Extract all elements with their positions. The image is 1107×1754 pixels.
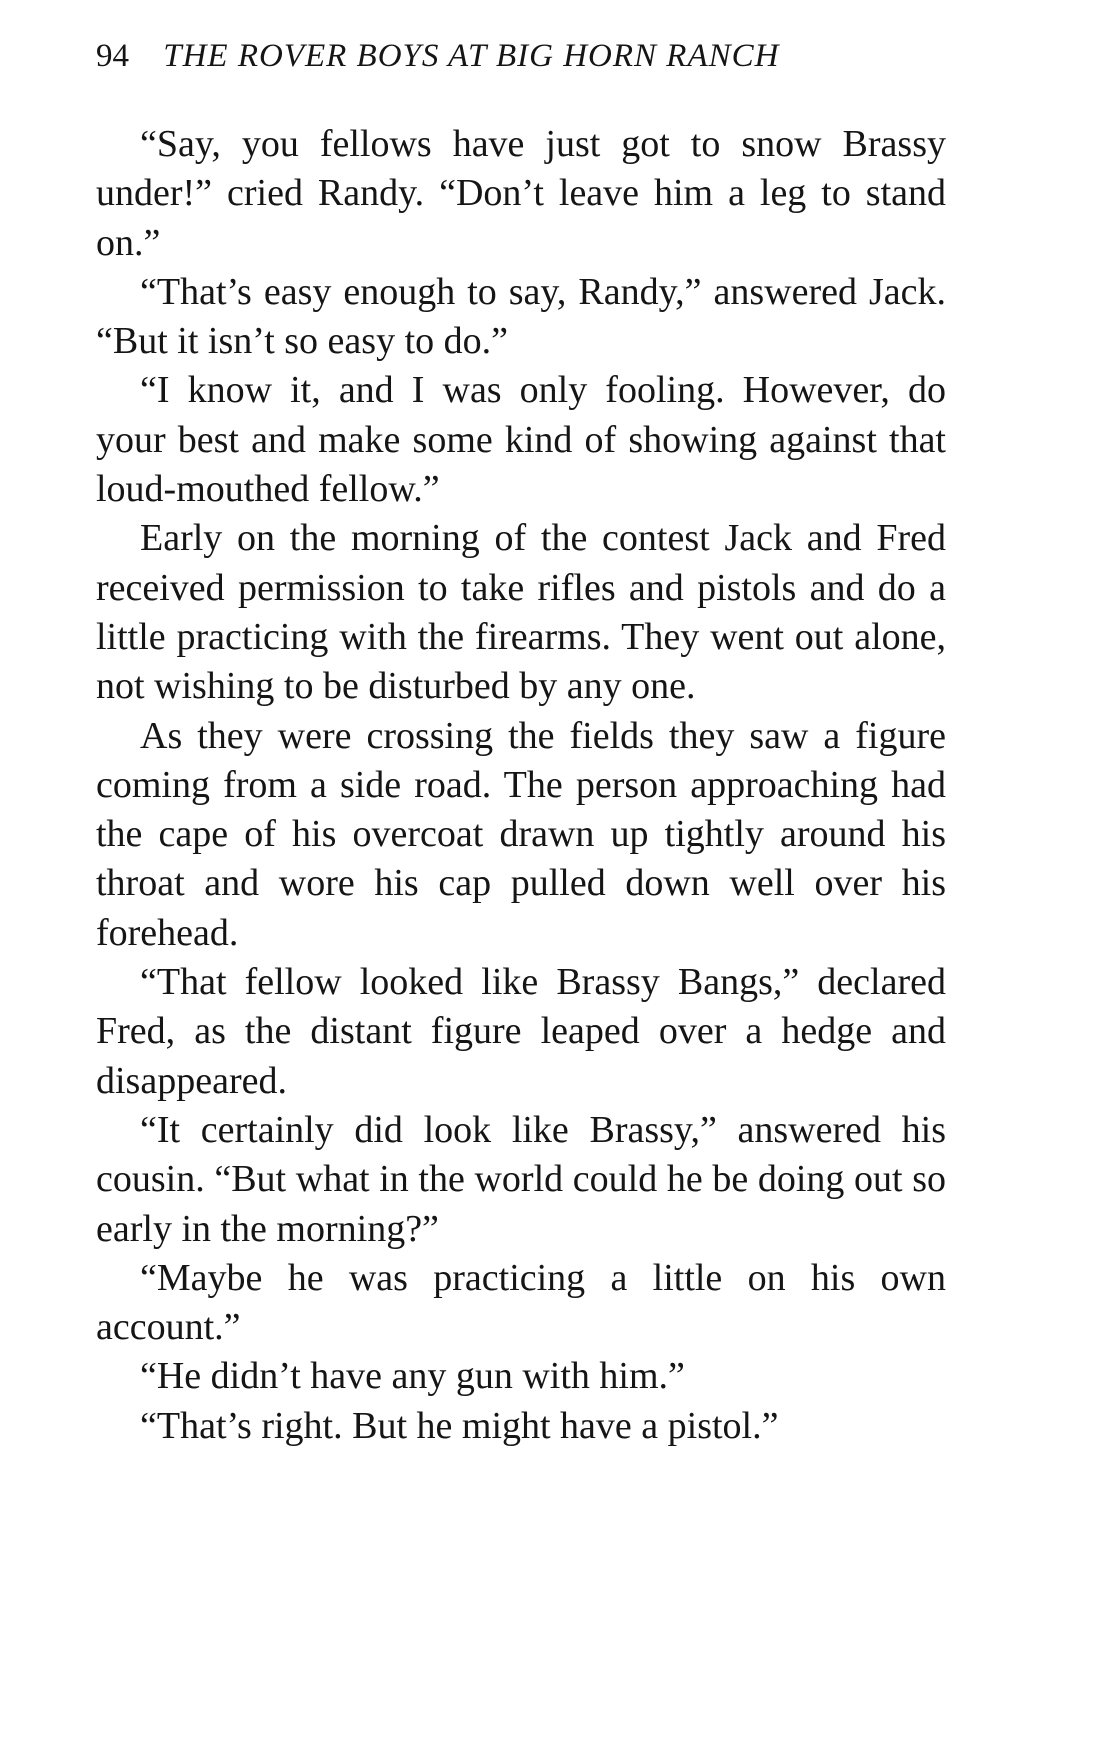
paragraph: “That’s right. But he might have a pistol.” — [140, 1404, 779, 1447]
paragraph: Early on the morning of the contest Jack and Fred received permission to take rifles and pistols and do a little practicing with the firearms. They went out alone, not wishing to be disturbed by any one. — [96, 517, 946, 708]
paragraph: As they were crossing the fields they saw a figure coming from a side road. The person approaching had the cape of his overcoat drawn up tightly around his throat and wore his cap pulled down well over his forehead. — [96, 714, 946, 954]
paragraph: “That’s easy enough to say, Randy,” answered Jack. “But it isn’t so easy to do.” — [96, 270, 946, 363]
paragraph: “It certainly did look like Brassy,” answered his cousin. “But what in the world could he be doing out so early in the morning?” — [96, 1108, 946, 1250]
paragraph: “He didn’t have any gun with him.” — [140, 1355, 685, 1398]
paragraph: “That fellow looked like Brassy Bangs,” declared Fred, as the distant figure leaped over a hedge and disappeared. — [96, 961, 946, 1102]
running-title: THE ROVER BOYS AT BIG HORN RANCH — [163, 38, 780, 74]
paragraph: “I know it, and I was only fooling. However, do your best and make some kind of showing against that loud-mouthed fellow.” — [96, 369, 946, 511]
page-number: 94 — [96, 38, 129, 74]
paragraph: “Maybe he was practicing a little on his own account.” — [96, 1256, 946, 1349]
running-head — [96, 30, 976, 82]
body-text — [96, 120, 946, 1451]
paragraph: “Say, you fellows have just got to snow Brassy under!” cried Randy. “Don’t leave him a leg to stand on.” — [96, 123, 946, 264]
